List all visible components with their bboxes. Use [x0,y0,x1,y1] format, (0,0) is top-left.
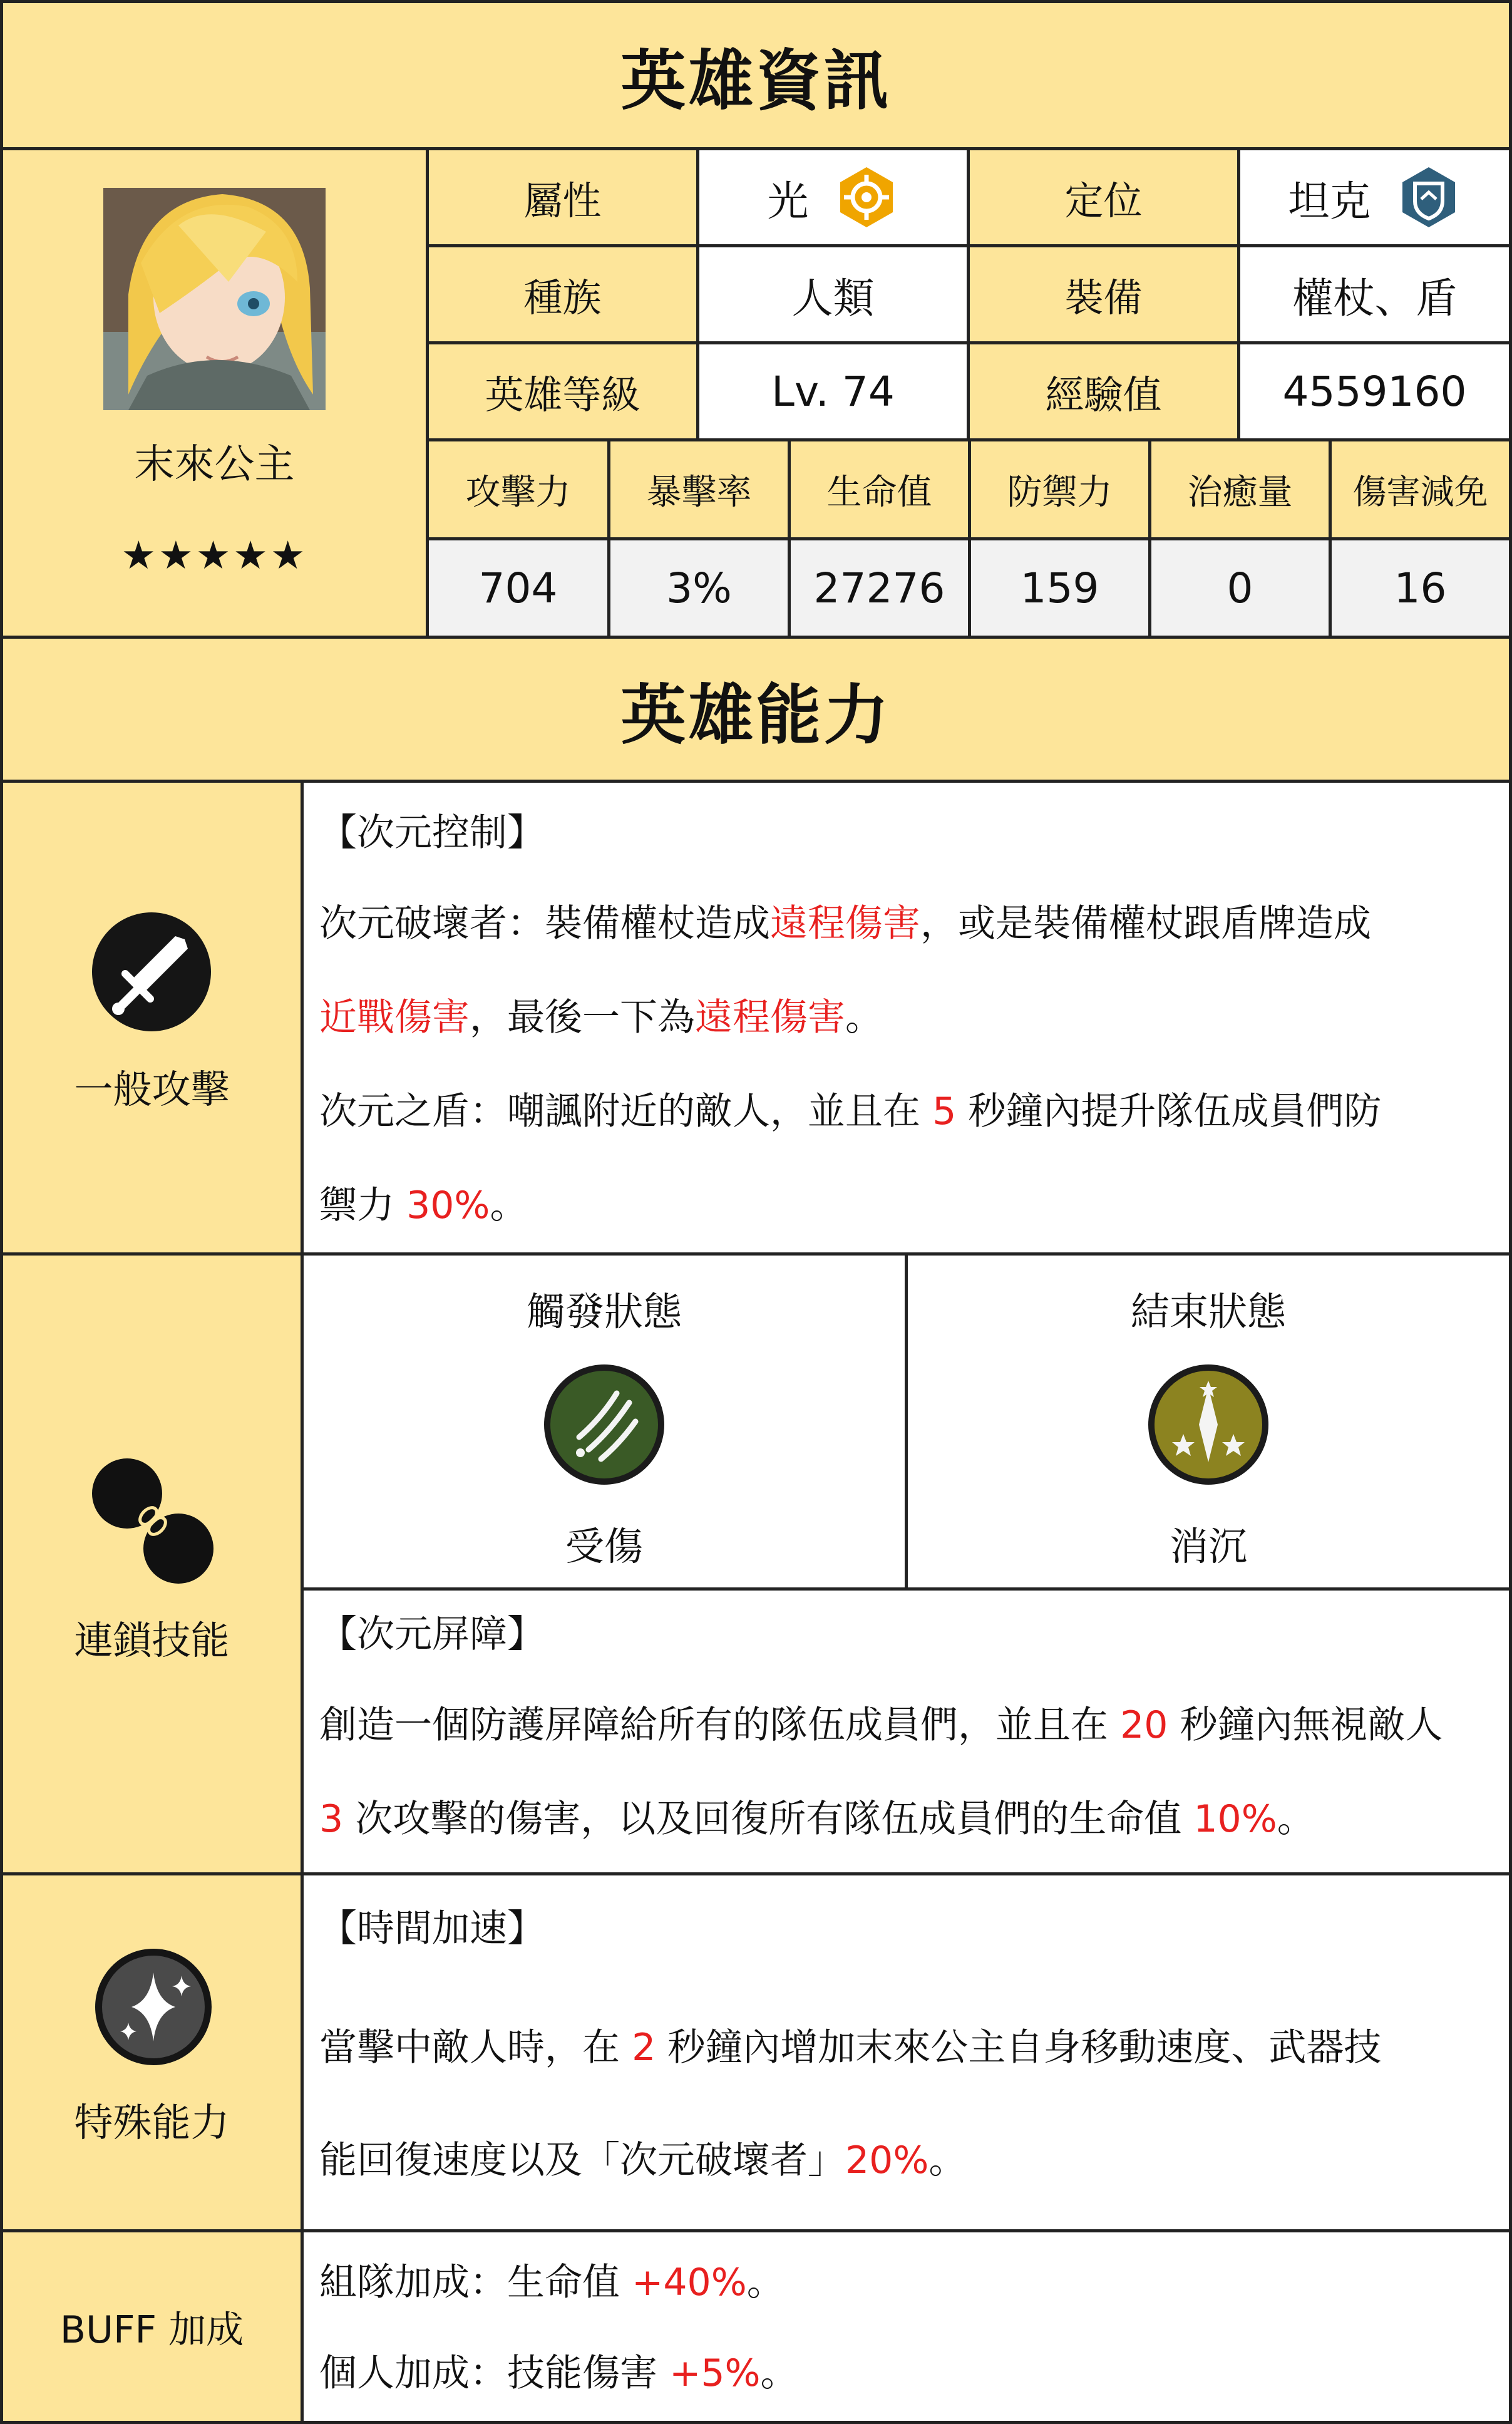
claw-icon [542,1362,667,1487]
highlight-text: 20 [1120,1703,1168,1747]
desc-text: 。 [490,1184,528,1227]
chain-desc-line [319,1797,1315,1841]
buff-label-cell [0,2229,304,2424]
desc-text: 。 [845,996,883,1039]
race-value: 人類 [696,244,970,344]
chain-skill-label: 連鎖技能 [74,1617,230,1663]
chain-skill-label-cell [0,1252,304,1875]
sword-icon [91,911,213,1033]
highlight-text: 遠程傷害 [770,902,920,946]
star-drop-icon [1146,1362,1271,1487]
hero-name: 末來公主 [134,441,295,488]
stat-value: 16 [1329,537,1512,639]
desc-text: 能回復速度以及「次元破壞者」 [319,2138,845,2182]
desc-text: 。 [928,2138,967,2182]
exp-label: 經驗值 [967,341,1240,441]
chain-skill-desc-cell [301,1587,1512,1875]
end-state-value: 消沉 [1169,1524,1247,1569]
abilities-title: 英雄能力 [620,676,892,753]
shield-icon [1396,165,1461,230]
highlight-text: 20% [845,2138,929,2182]
hero-portrait [103,188,326,410]
attribute-value-cell [696,147,970,247]
normal-desc-line [319,1184,528,1227]
stat-header: 防禦力 [968,438,1151,540]
highlight-text: 2 [632,2026,656,2070]
desc-text: 組隊加成：生命值 [319,2261,632,2304]
end-state-cell [905,1252,1512,1591]
desc-text: 禦力 [319,1184,407,1227]
desc-text: 。 [1277,1797,1315,1841]
desc-text: 。 [760,2351,798,2395]
desc-text: 次元破壞者：裝備權杖造成 [319,902,770,946]
attribute-value: 光 [767,177,809,225]
stat-value: 159 [968,537,1151,639]
buff-desc-line [319,2261,784,2304]
buff-label: BUFF 加成 [59,2308,244,2352]
abilities-header [0,636,1512,783]
trigger-state-label: 觸發狀態 [526,1289,682,1334]
equip-label: 裝備 [967,244,1240,344]
buff-desc-line [319,2351,798,2395]
level-value: Lv. 74 [696,341,970,441]
desc-text: 次元之盾：嘲諷附近的敵人，並且在 [319,1090,933,1133]
desc-text: 創造一個防護屏障給所有的隊伍成員們，並且在 [319,1703,1121,1747]
normal-attack-desc-cell [301,780,1512,1256]
stat-value: 3% [607,537,791,639]
desc-text: 。 [746,2261,784,2304]
sparkle-icon [94,1947,213,2066]
normal-desc-line [319,996,883,1039]
desc-text: 當擊中敵人時，在 [319,2026,632,2070]
special-desc-line [319,2138,967,2182]
chain-desc-line [319,1703,1443,1747]
highlight-text: +5% [669,2351,761,2395]
special-ability-desc-cell [301,1872,1512,2232]
hero-stars: ★★★★★ [121,532,308,578]
stat-header: 傷害減免 [1329,438,1512,540]
hero-portrait-panel [0,147,429,639]
stat-header: 攻擊力 [426,438,610,540]
stat-header: 生命值 [788,438,971,540]
special-skill-name: 【時間加速】 [319,1907,545,1951]
race-label: 種族 [426,244,699,344]
desc-text: 次攻擊的傷害，以及回復所有隊伍成員們的生命值 [343,1797,1194,1841]
role-value-cell [1237,147,1512,247]
stat-value: 704 [426,537,610,639]
desc-text: ，或是裝備權杖跟盾牌造成 [920,902,1371,946]
desc-text: ，最後一下為 [470,996,695,1039]
normal-attack-label-cell [0,780,304,1256]
exp-value: 4559160 [1237,341,1512,441]
buff-desc-cell [301,2229,1512,2424]
desc-text: 秒鐘內提升隊伍成員們防 [956,1090,1382,1133]
chain-skill-name: 【次元屏障】 [319,1612,545,1656]
normal-desc-line [319,1090,1382,1133]
normal-desc-line [319,902,1371,946]
stat-header: 治癒量 [1148,438,1332,540]
highlight-text: 10% [1193,1797,1277,1841]
highlight-text: +40% [632,2261,747,2304]
stat-value: 27276 [788,537,971,639]
chain-icon [91,1456,216,1587]
page-title: 英雄資訊 [620,43,892,119]
desc-text: 秒鐘內無視敵人 [1168,1703,1443,1747]
highlight-text: 近戰傷害 [319,996,470,1039]
attribute-label: 屬性 [426,147,699,247]
special-desc-line [319,2026,1382,2070]
desc-text: 秒鐘內增加末來公主自身移動速度、武器技 [656,2026,1382,2070]
special-ability-label-cell [0,1872,304,2232]
role-label: 定位 [967,147,1240,247]
desc-text: 個人加成：技能傷害 [319,2351,670,2395]
role-value: 坦克 [1288,177,1371,225]
trigger-state-cell [301,1252,908,1591]
sun-gear-icon [834,165,899,230]
level-label: 英雄等級 [426,341,699,441]
normal-attack-label: 一般攻擊 [74,1066,230,1112]
highlight-text: 遠程傷害 [695,996,845,1039]
header-bar [0,0,1512,150]
special-ability-label: 特殊能力 [74,2100,230,2145]
stat-value: 0 [1148,537,1332,639]
highlight-text: 30% [406,1184,490,1227]
highlight-text: 5 [932,1090,957,1133]
highlight-text: 3 [319,1797,344,1841]
end-state-label: 結束狀態 [1130,1289,1286,1334]
stat-header: 暴擊率 [607,438,791,540]
equip-value: 權杖、盾 [1237,244,1512,344]
trigger-state-value: 受傷 [565,1524,643,1569]
normal-skill-name: 【次元控制】 [319,811,545,855]
